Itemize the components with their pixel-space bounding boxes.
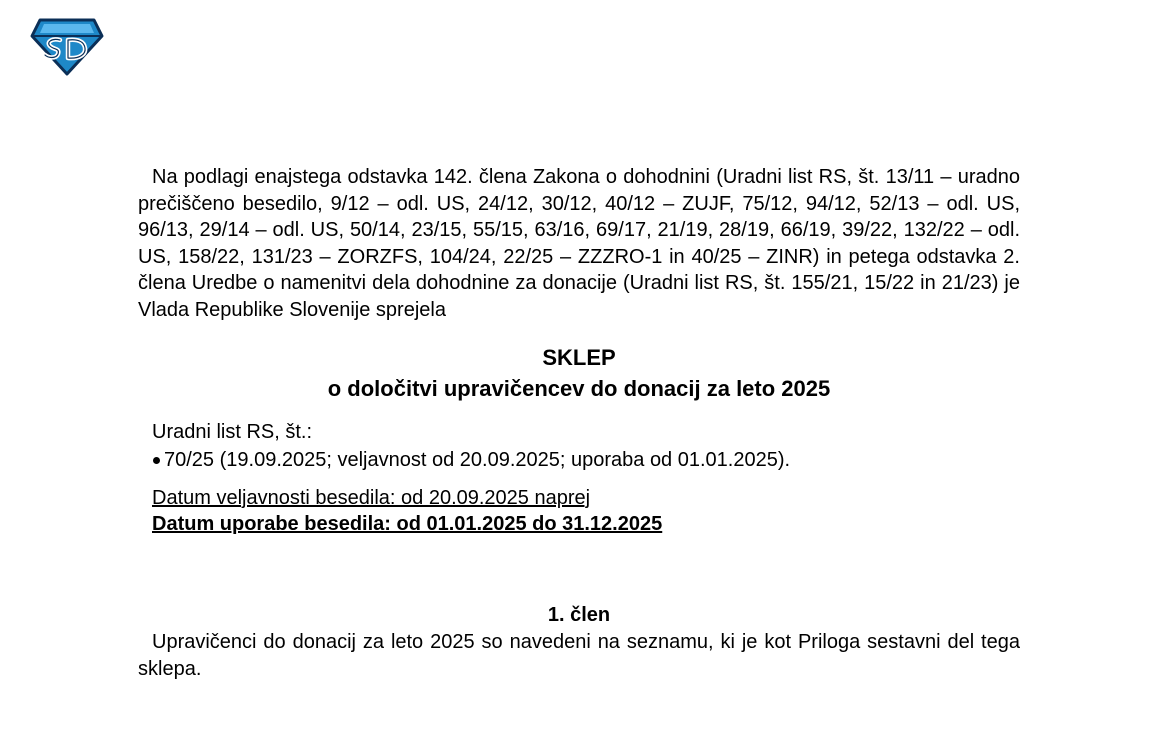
article-heading: 1. člen [547,604,611,626]
gazette-reference [152,418,1020,474]
validity-date-link[interactable]: Datum veljavnosti besedila: od 20.09.2025 naprej [152,487,591,509]
gazette-label: Uradni list RS, št.: [152,421,313,443]
title-line-sklep: SKLEP [542,345,616,370]
text-dates [152,485,1020,537]
article-paragraph: Upravičenci do donacij za leto 2025 so navedeni na seznamu, ki je kot Priloga sestavni del tega sklepa. [138,631,1020,680]
sd-diamond-logo-icon [30,16,104,78]
application-date-link[interactable]: Datum uporabe besedila: od 01.01.2025 do 31.12.2025 [152,513,663,535]
bullet-icon [153,457,160,464]
gazette-item-text: 70/25 (19.09.2025; veljavnost od 20.09.2025; uporaba od 01.01.2025). [164,449,791,471]
document-title [138,342,1020,404]
gazette-list-item [152,446,1020,474]
title-line-subject: o določitvi upravičencev do donacij za leto 2025 [327,376,831,401]
preamble-paragraph: Na podlagi enajstega odstavka 142. člena Zakona o dohodnini (Uradni list RS, št. 13/11 – uradno prečiščeno besedilo, 9/12 – odl. US, 24/12, 30/12, 40/12 – ZUJF, 75/12, 94/12, 52/13 – odl. US, 96/13, 29/14 – odl. US, 50/14, 23/15, 55/15, 63/16, 69/17, 21/19, 28/19, 66/19, 39/22, 132/22 – odl. US, 158/22, 131/23 – ZORZFS, 104/24, 22/25 – ZZZRO-1 in 40/25 – ZINR) in petega odstavka 2. člena Uredbe o namenitvi dela dohodnine za donacije (Uradni list RS, št. 155/21, 15/22 in 21/23) je Vlada Republike Slovenije sprejela [138,166,1020,321]
document-page [138,164,1020,683]
